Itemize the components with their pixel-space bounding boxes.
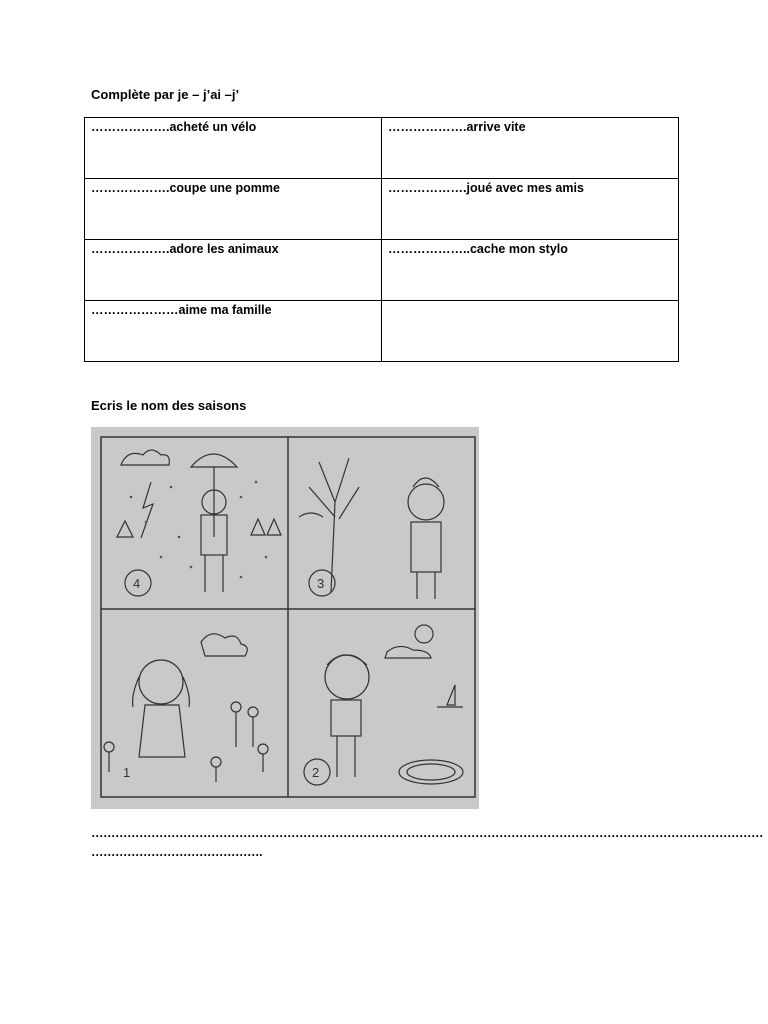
answer-line: …………………………………………………………………………………………………………………………………………………… bbox=[91, 826, 763, 840]
panel-number: 4 bbox=[133, 576, 141, 591]
table-row bbox=[85, 179, 679, 240]
table-cell: ……………….joué avec mes amis bbox=[382, 179, 679, 240]
panel-number: 2 bbox=[312, 765, 320, 780]
table-cell: ……………….adore les animaux bbox=[85, 240, 382, 301]
table-row bbox=[85, 301, 679, 362]
table-cell: ……………….coupe une pomme bbox=[85, 179, 382, 240]
table-cell: ……………….acheté un vélo bbox=[85, 118, 382, 179]
exercise1-title: Complète par je – j’ai –j’ bbox=[91, 87, 240, 102]
exercise2-title: Ecris le nom des saisons bbox=[91, 398, 247, 413]
table-row bbox=[85, 240, 679, 301]
table-cell: …………………aime ma famille bbox=[85, 301, 382, 362]
table-cell: ……………….arrive vite bbox=[382, 118, 679, 179]
answer-line: ……………………………………. bbox=[91, 845, 262, 859]
panel-number: 3 bbox=[317, 576, 325, 591]
table-row bbox=[85, 118, 679, 179]
exercise1-table bbox=[84, 117, 679, 362]
table-cell bbox=[382, 301, 679, 362]
panel-number: 1 bbox=[123, 765, 131, 780]
table-cell: ………………..cache mon stylo bbox=[382, 240, 679, 301]
seasons-image bbox=[91, 427, 479, 809]
